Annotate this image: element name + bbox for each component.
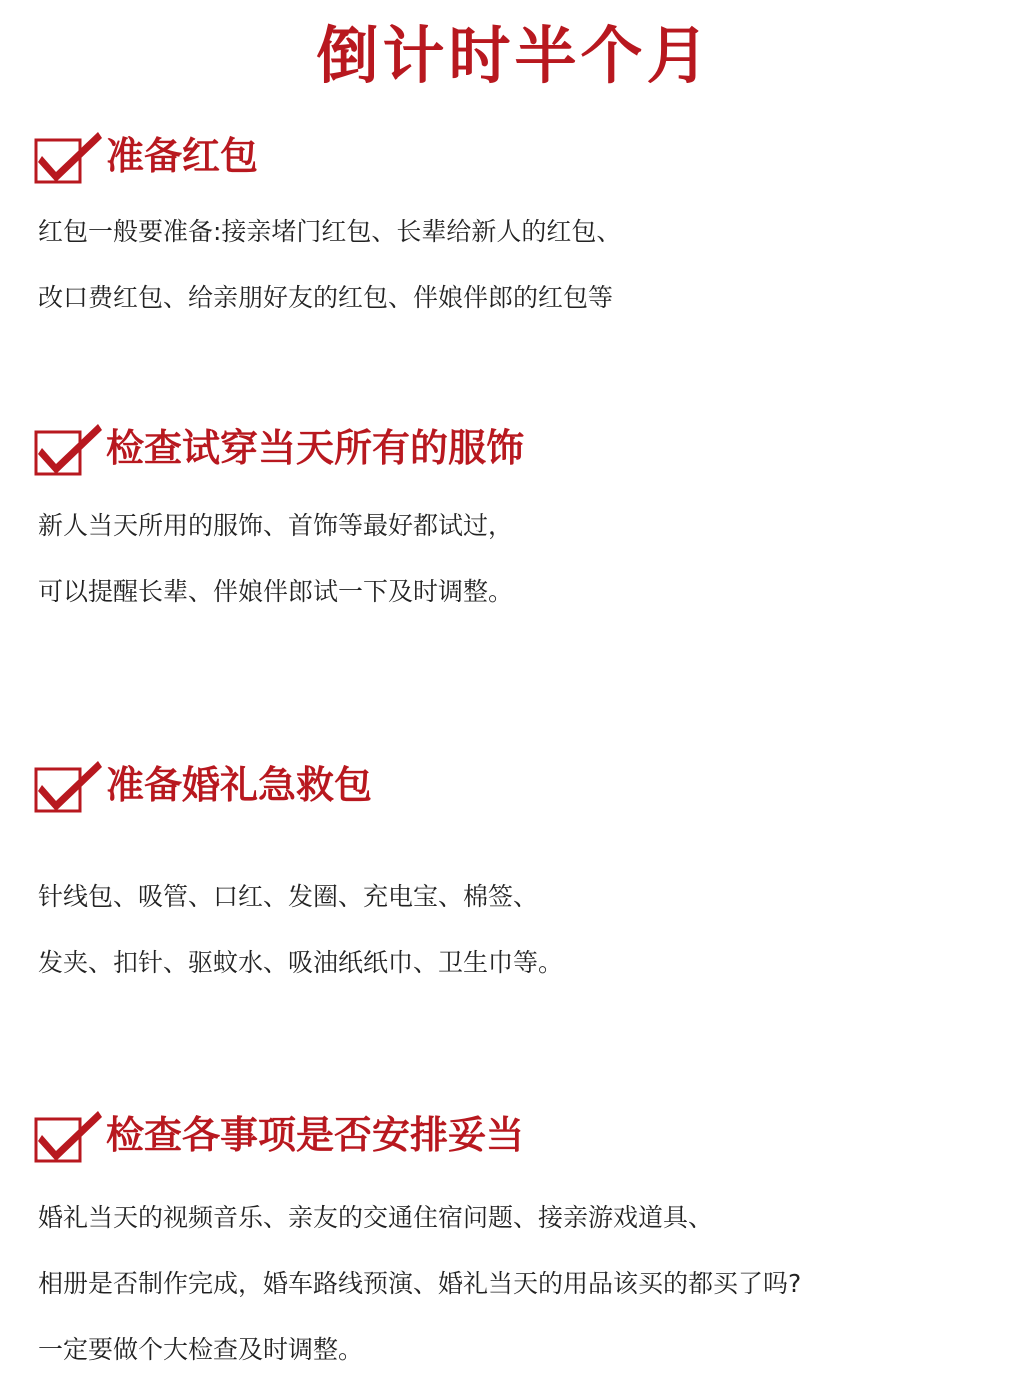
page-title: 倒计时半个月	[316, 19, 713, 92]
section-title: 检查试穿当天所有的服饰	[106, 426, 525, 470]
section-header	[34, 1105, 994, 1167]
section-check-arrangements	[34, 1105, 994, 1385]
body-line: 针线包、吸管、口红、发圈、充电宝、棉签、	[38, 882, 539, 911]
checked-box-icon	[34, 1107, 104, 1165]
section-title: 检查各事项是否安排妥当	[106, 1113, 525, 1157]
checked-box-icon	[34, 420, 104, 478]
section-check-outfits	[34, 418, 994, 618]
section-header	[34, 755, 994, 817]
body-line: 红包一般要准备:接亲堵门红包、长辈给新人的红包、	[38, 217, 622, 246]
body-line: 可以提醒长辈、伴娘伴郎试一下及时调整。	[38, 577, 514, 606]
body-line: 改口费红包、给亲朋好友的红包、伴娘伴郎的红包等	[38, 283, 614, 312]
section-header	[34, 126, 994, 188]
body-line: 发夹、扣针、驱蚊水、吸油纸纸巾、卫生巾等。	[38, 948, 564, 977]
section-title: 准备婚礼急救包	[106, 763, 373, 807]
body-line: 一定要做个大检查及时调整。	[38, 1335, 364, 1364]
body-line: 相册是否制作完成，婚车路线预演、婚礼当天的用品该买的都买了吗?	[38, 1269, 802, 1298]
checked-box-icon	[34, 128, 104, 186]
section-title: 准备红包	[106, 134, 259, 178]
checked-box-icon	[34, 757, 104, 815]
section-prepare-red-envelopes	[34, 126, 994, 326]
body-line: 新人当天所用的服饰、首饰等最好都试过，	[38, 511, 514, 540]
section-header	[34, 418, 994, 480]
section-emergency-kit	[34, 755, 994, 995]
body-line: 婚礼当天的视频音乐、亲友的交通住宿问题、接亲游戏道具、	[38, 1203, 714, 1232]
